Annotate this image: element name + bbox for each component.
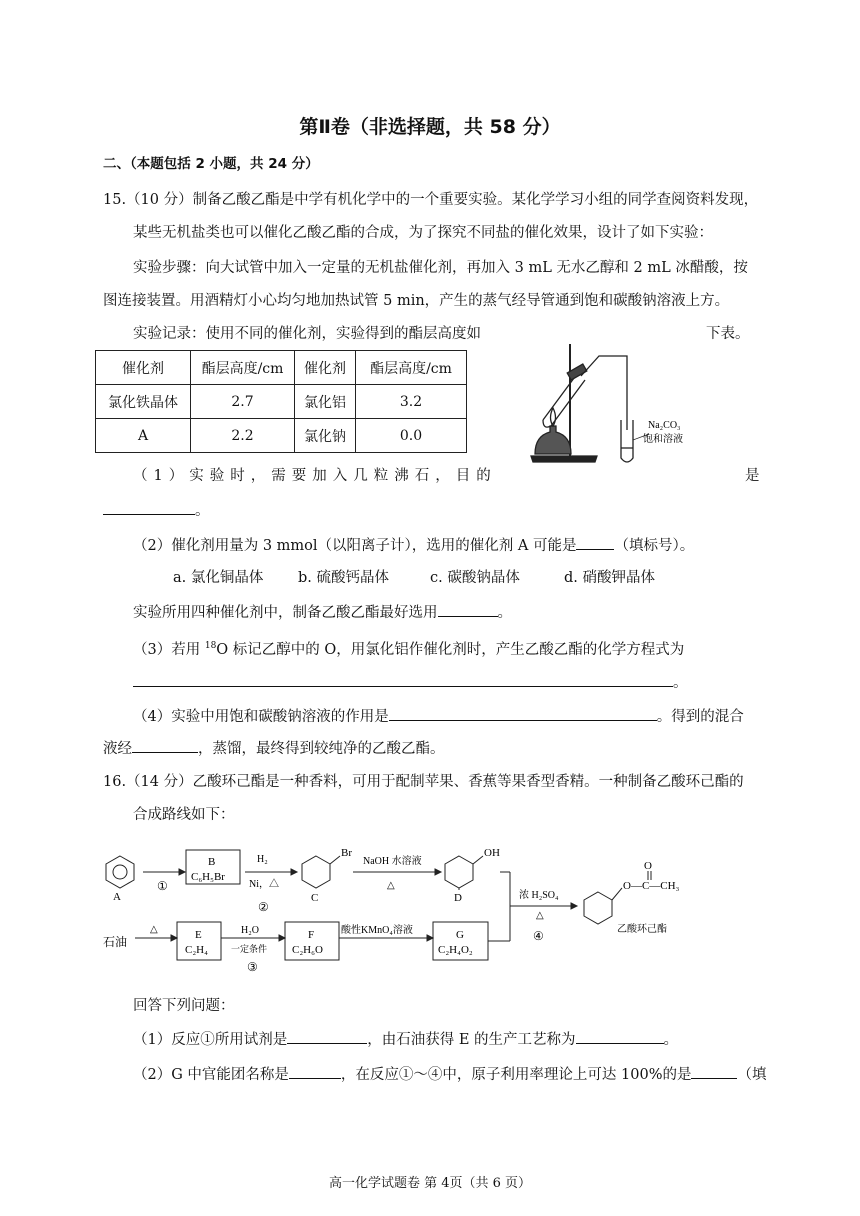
table-header: 催化剂: [295, 351, 356, 385]
q15-p1a: （1）实验时，需要加入几粒沸石，目的: [133, 468, 497, 484]
option-a: a. 氯化铜晶体: [173, 570, 264, 586]
reagent-h2so4: 浓 H₂SO₄: [519, 890, 559, 901]
step-1: ①: [157, 879, 168, 893]
formula-e: C₂H₄: [185, 944, 208, 956]
option-c: c. 碳酸钠晶体: [430, 570, 520, 586]
formula-f: C₂H₆O: [292, 944, 323, 956]
ester-group: O—C—CH₃: [623, 880, 680, 892]
q15-line3: 实验步骤：向大试管中加入一定量的无机盐催化剂，再加入 3 mL 无水乙醇和 2 mL 冰醋酸，按: [133, 260, 748, 276]
benzene-ring: [106, 856, 134, 888]
page-title: 第Ⅱ卷（非选择题，共 58 分）: [299, 116, 561, 138]
q15-line4: 图连接装置。用酒精灯小心均匀地加热试管 5 min，产生的蒸气经导管通到饱和碳酸钠溶液上方。: [103, 293, 730, 309]
step-3: ③: [247, 960, 258, 974]
q15-line1: 15.（10 分）制备乙酸乙酯是中学有机化学中的一个重要实验。某化学学习小组的同学查阅资料发现，: [103, 192, 759, 208]
label-saturated: 饱和溶液: [643, 434, 683, 445]
cyclohexane-d: [445, 856, 473, 888]
cyclohexane-product: [584, 892, 612, 924]
label-br: Br: [341, 847, 352, 859]
table-cell: 0.0: [356, 419, 467, 453]
synthesis-scheme: [95, 838, 715, 984]
table-row: [96, 419, 467, 453]
label-g: G: [456, 929, 464, 941]
formula-b: C₆H₅Br: [191, 871, 225, 883]
answer-blank[interactable]: [576, 535, 614, 550]
label-oil: 石油: [103, 935, 128, 949]
alcohol-lamp: [535, 426, 571, 454]
q16-p2: （2）G 中官能团名称是 ，在反应①～④中，原子利用率理论上可达 100%的是 （填: [133, 1064, 766, 1085]
heat-symbol: △: [536, 910, 544, 921]
heat-symbol: △: [387, 880, 395, 891]
q16-line1: 16.（14 分）乙酸环己酯是一种香料，可用于配制苹果、香蕉等果香型香精。一种制备乙酸环己酯的: [103, 774, 744, 790]
delivery-tube: [581, 356, 627, 430]
table-cell: 2.7: [191, 385, 295, 419]
reagent-h2: H₂: [257, 854, 268, 865]
table-row: [96, 385, 467, 419]
step-4: ④: [533, 929, 544, 943]
q15-p1b: 是: [745, 468, 760, 484]
formula-g: C₂H₄O₂: [438, 944, 473, 956]
answer-blank[interactable]: [289, 1064, 341, 1079]
q15-line5a: 实验记录：使用不同的催化剂，实验得到的酯层高度如: [133, 326, 481, 342]
product-name: 乙酸环己酯: [617, 924, 667, 935]
answer-blank[interactable]: [389, 706, 657, 721]
reagent-condition: 一定条件: [231, 944, 268, 954]
q15-p2: （2）催化剂用量为 3 mmol（以阳离子计），选用的催化剂 A 可能是 （填标号）。: [133, 535, 694, 556]
label-oh: OH: [484, 847, 500, 859]
answer-blank[interactable]: [576, 1029, 664, 1044]
ester-carbonyl-o: O: [644, 860, 652, 872]
label-f: F: [308, 929, 315, 941]
table-cell: 2.2: [191, 419, 295, 453]
q15-line5b: 下表。: [706, 326, 750, 342]
answer-blank[interactable]: [103, 500, 195, 515]
q16-p1: （1）反应①所用试剂是 ，由石油获得 E 的生产工艺称为 。: [133, 1029, 678, 1050]
reagent-naoh: NaOH 水溶液: [363, 856, 422, 867]
table-header: 催化剂: [96, 351, 191, 385]
answer-blank[interactable]: [133, 672, 673, 687]
table-header: 酯层高度/cm: [356, 351, 467, 385]
page-footer: 高一化学试题卷 第 4页（共 6 页）: [328, 1176, 532, 1191]
reagent-ni: Ni，△: [249, 879, 279, 890]
answer-blank[interactable]: [438, 602, 498, 617]
q15-p4: （4）实验中用饱和碳酸钠溶液的作用是 。得到的混合: [133, 706, 744, 727]
table-cell: 氯化铝: [295, 385, 356, 419]
stand-base: [531, 456, 597, 462]
option-d: d. 硝酸钾晶体: [564, 570, 655, 586]
table-cell: 氯化铁晶体: [96, 385, 191, 419]
table-cell: A: [96, 419, 191, 453]
answer-blank[interactable]: [287, 1029, 367, 1044]
table-cell: 3.2: [356, 385, 467, 419]
section-heading: 二、（本题包括 2 小题，共 24 分）: [103, 156, 319, 172]
cyclohexane-c: [302, 856, 330, 888]
label-c: C: [311, 892, 319, 904]
apparatus-diagram: [515, 338, 685, 470]
q15-p2b: 实验所用四种催化剂中，制备乙酸乙酯最好选用 。: [133, 602, 512, 623]
answer-blank[interactable]: [132, 738, 198, 753]
reagent-h2o: H₂O: [241, 925, 259, 936]
q15-p3: （3）若用 $^{18}$O 标记乙醇中的 O，用氯化铝作催化剂时，产生乙酸乙酯的化学方程式为: [133, 641, 685, 658]
label-e: E: [195, 929, 202, 941]
q16-answer-prompt: 回答下列问题：: [133, 998, 235, 1014]
label-na2co3: Na₂CO₃: [648, 420, 681, 431]
label-b: B: [208, 856, 216, 868]
option-b: b. 硫酸钙晶体: [298, 570, 389, 586]
label-a: A: [113, 891, 121, 903]
q15-p4-cont: 液经 ，蒸馏，最终得到较纯净的乙酸乙酯。: [103, 738, 445, 759]
answer-blank[interactable]: [691, 1064, 737, 1079]
reagent-kmno4: 酸性KMnO₄溶液: [341, 925, 413, 936]
heat-symbol: △: [150, 924, 158, 935]
catalyst-table: [95, 350, 467, 453]
test-tube: [543, 374, 585, 426]
table-header: 酯层高度/cm: [191, 351, 295, 385]
q16-line2: 合成路线如下：: [133, 807, 235, 823]
step-2: ②: [258, 900, 269, 914]
table-cell: 氯化钠: [295, 419, 356, 453]
label-d: D: [454, 892, 462, 904]
q15-line2: 某些无机盐类也可以催化乙酸乙酯的合成，为了探究不同盐的催化效果，设计了如下实验：: [133, 225, 713, 241]
